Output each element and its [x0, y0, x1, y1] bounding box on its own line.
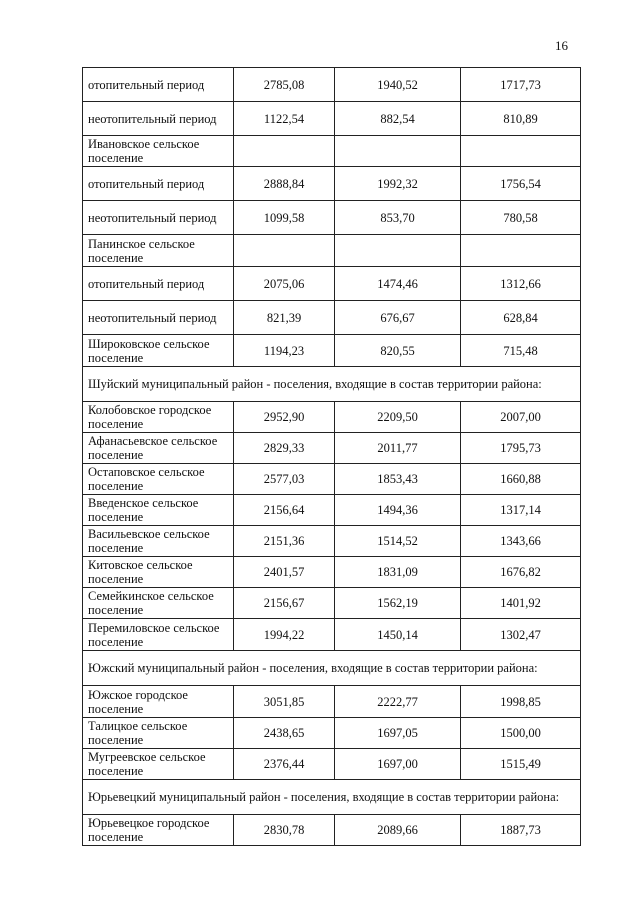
value-cell: 882,54	[335, 102, 461, 136]
value-cell: 1474,46	[335, 267, 461, 301]
value-cell: 715,48	[461, 335, 581, 367]
row-label-cell: Китовское сельское поселение	[83, 557, 234, 588]
table-row	[83, 495, 581, 526]
value-cell: 2151,36	[234, 526, 335, 557]
section-heading: Юрьевецкий муниципальный район - поселения, входящие в состав территории района:	[83, 780, 581, 815]
value-cell	[234, 235, 335, 267]
value-cell: 2577,03	[234, 464, 335, 495]
table-row	[83, 588, 581, 619]
value-cell: 2007,00	[461, 402, 581, 433]
value-cell: 1853,43	[335, 464, 461, 495]
row-label-cell: Юрьевецкое городское поселение	[83, 815, 234, 846]
value-cell: 628,84	[461, 301, 581, 335]
row-label-cell: Афанасьевское сельское поселение	[83, 433, 234, 464]
value-cell	[335, 235, 461, 267]
value-cell: 2011,77	[335, 433, 461, 464]
row-label-cell: Мугреевское сельское поселение	[83, 749, 234, 780]
value-cell: 1450,14	[335, 619, 461, 651]
row-label-cell: отопительный период	[83, 267, 234, 301]
value-cell: 2829,33	[234, 433, 335, 464]
table-row	[83, 815, 581, 846]
value-cell: 1660,88	[461, 464, 581, 495]
value-cell: 2888,84	[234, 167, 335, 201]
row-label-cell: неотопительный период	[83, 102, 234, 136]
value-cell: 1514,52	[335, 526, 461, 557]
section-row	[83, 367, 581, 402]
table-row	[83, 167, 581, 201]
value-cell: 2830,78	[234, 815, 335, 846]
value-cell: 2785,08	[234, 68, 335, 102]
table-row	[83, 301, 581, 335]
value-cell: 780,58	[461, 201, 581, 235]
value-cell: 821,39	[234, 301, 335, 335]
section-row	[83, 780, 581, 815]
value-cell: 2156,67	[234, 588, 335, 619]
value-cell: 1494,36	[335, 495, 461, 526]
value-cell: 1401,92	[461, 588, 581, 619]
value-cell: 1992,32	[335, 167, 461, 201]
table-row	[83, 235, 581, 267]
row-label-cell: Талицкое сельское поселение	[83, 718, 234, 749]
table-row	[83, 402, 581, 433]
row-label-cell: неотопительный период	[83, 201, 234, 235]
value-cell: 2075,06	[234, 267, 335, 301]
table-row	[83, 68, 581, 102]
table-row	[83, 557, 581, 588]
table-row	[83, 102, 581, 136]
value-cell: 676,67	[335, 301, 461, 335]
value-cell: 1717,73	[461, 68, 581, 102]
row-label-cell: отопительный период	[83, 68, 234, 102]
row-label-cell: Широковское сельское поселение	[83, 335, 234, 367]
value-cell: 2401,57	[234, 557, 335, 588]
row-label-cell: Введенское сельское поселение	[83, 495, 234, 526]
value-cell: 1697,05	[335, 718, 461, 749]
value-cell: 2156,64	[234, 495, 335, 526]
row-label-cell: отопительный период	[83, 167, 234, 201]
row-label-cell: Колобовское городское поселение	[83, 402, 234, 433]
page-number: 16	[555, 38, 568, 53]
value-cell: 1312,66	[461, 267, 581, 301]
row-label-cell: Южское городское поселение	[83, 686, 234, 718]
value-cell: 1562,19	[335, 588, 461, 619]
value-cell: 1756,54	[461, 167, 581, 201]
value-cell: 810,89	[461, 102, 581, 136]
value-cell: 1194,23	[234, 335, 335, 367]
value-cell: 1795,73	[461, 433, 581, 464]
value-cell: 1998,85	[461, 686, 581, 718]
value-cell: 2222,77	[335, 686, 461, 718]
value-cell: 2376,44	[234, 749, 335, 780]
value-cell: 1343,66	[461, 526, 581, 557]
value-cell: 1099,58	[234, 201, 335, 235]
table-row	[83, 526, 581, 557]
value-cell: 1831,09	[335, 557, 461, 588]
value-cell: 820,55	[335, 335, 461, 367]
row-label-cell: Васильевское сельское поселение	[83, 526, 234, 557]
value-cell	[335, 136, 461, 167]
value-cell: 1500,00	[461, 718, 581, 749]
row-label-cell: Панинское сельское поселение	[83, 235, 234, 267]
section-heading: Южский муниципальный район - поселения, входящие в состав территории района:	[83, 651, 581, 686]
value-cell: 2438,65	[234, 718, 335, 749]
value-cell	[234, 136, 335, 167]
value-cell: 1122,54	[234, 102, 335, 136]
value-cell: 2209,50	[335, 402, 461, 433]
table-row	[83, 619, 581, 651]
tariff-table	[82, 67, 581, 846]
value-cell: 2952,90	[234, 402, 335, 433]
table-row	[83, 718, 581, 749]
value-cell	[461, 235, 581, 267]
value-cell: 1302,47	[461, 619, 581, 651]
section-row	[83, 651, 581, 686]
table-row	[83, 335, 581, 367]
value-cell: 3051,85	[234, 686, 335, 718]
value-cell: 1887,73	[461, 815, 581, 846]
value-cell: 1994,22	[234, 619, 335, 651]
table-row	[83, 749, 581, 780]
row-label-cell: Остаповское сельское поселение	[83, 464, 234, 495]
value-cell: 853,70	[335, 201, 461, 235]
value-cell: 1676,82	[461, 557, 581, 588]
table-row	[83, 433, 581, 464]
value-cell: 2089,66	[335, 815, 461, 846]
section-heading: Шуйский муниципальный район - поселения, входящие в состав территории района:	[83, 367, 581, 402]
table-row	[83, 201, 581, 235]
table-row	[83, 267, 581, 301]
table-row	[83, 136, 581, 167]
value-cell: 1940,52	[335, 68, 461, 102]
row-label-cell: Перемиловское сельское поселение	[83, 619, 234, 651]
table-row	[83, 464, 581, 495]
row-label-cell: Ивановское сельское поселение	[83, 136, 234, 167]
value-cell	[461, 136, 581, 167]
value-cell: 1317,14	[461, 495, 581, 526]
row-label-cell: Семейкинское сельское поселение	[83, 588, 234, 619]
table-row	[83, 686, 581, 718]
value-cell: 1515,49	[461, 749, 581, 780]
value-cell: 1697,00	[335, 749, 461, 780]
row-label-cell: неотопительный период	[83, 301, 234, 335]
